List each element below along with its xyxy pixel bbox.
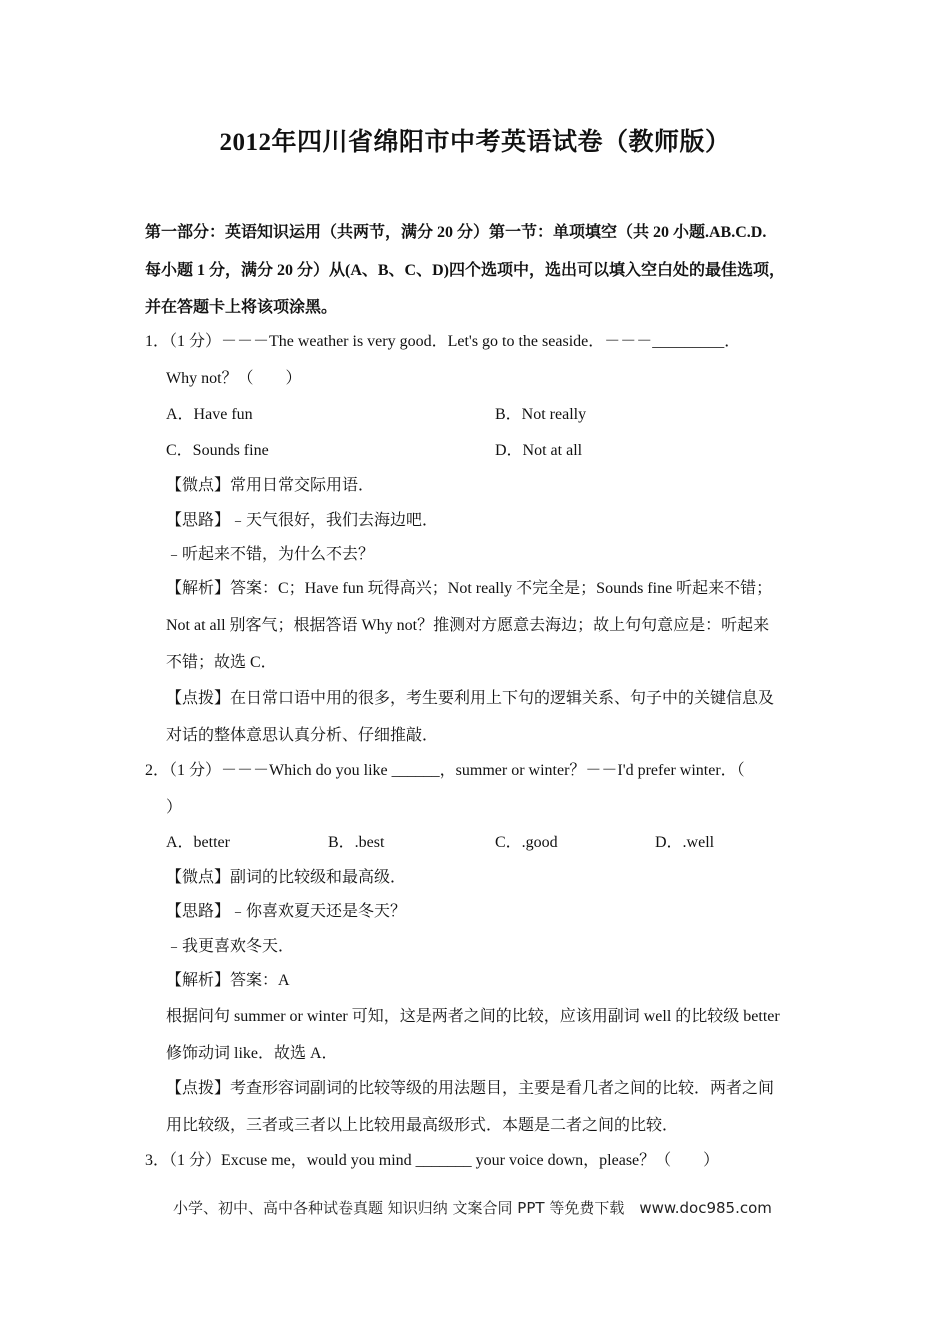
q1-dianbo-1: 【点拨】在日常口语中用的很多，考生要利用上下句的逻辑关系、句子中的关键信息及 bbox=[166, 690, 775, 707]
page-footer: 小学、初中、高中各种试卷真题 知识归纳 文案合同 PPT 等免费下载 www.doc985.com bbox=[173, 1199, 772, 1217]
q1-silu-1: 【思路】﹣天气很好，我们去海边吧． bbox=[166, 512, 439, 529]
q1-option-d: D．Not at all bbox=[495, 442, 583, 459]
q2-option-b: B．.best bbox=[328, 834, 385, 851]
section-header-line-1: 第一部分：英语知识运用（共两节，满分 20 分）第一节：单项填空（共 20 小题.AB.C.D. bbox=[145, 224, 767, 241]
section-header-line-2: 每小题 1 分，满分 20 分）从(A、B、C、D)四个选项中，选出可以填入空白处的最佳选项， bbox=[145, 262, 785, 279]
q2-stem: 2．（1 分）－－－Which do you like ______，summer or winter？－－I'd prefer winter．（ bbox=[145, 762, 745, 779]
q2-option-c: C．.good bbox=[495, 834, 558, 851]
q1-jiexi-1: 【解析】答案：C；Have fun 玩得高兴；Not really 不完全是；Sounds fine 听起来不错； bbox=[166, 580, 773, 597]
q2-option-a: A．better bbox=[166, 834, 230, 851]
q2-jiexi-1: 【解析】答案：A bbox=[166, 972, 290, 989]
q1-jiexi-2: Not at all 别客气；根据答语 Why not？推测对方愿意去海边；故上句句意应是：听起来 bbox=[166, 617, 770, 634]
q1-option-a: A．Have fun bbox=[166, 406, 253, 423]
q2-jiexi-2: 根据问句 summer or winter 可知，这是两者之间的比较，应该用副词 well 的比较级 better bbox=[166, 1008, 780, 1025]
q1-dianbo-2: 对话的整体意思认真分析、仔细推敲． bbox=[166, 727, 439, 744]
q2-dianbo-1: 【点拨】考查形容词副词的比较等级的用法题目，主要是看几者之间的比较．两者之间 bbox=[166, 1080, 775, 1097]
q1-silu-2: ﹣听起来不错，为什么不去？ bbox=[166, 546, 375, 563]
q2-silu-1: 【思路】﹣你喜欢夏天还是冬天？ bbox=[166, 903, 407, 920]
q1-jiexi-3: 不错；故选 C． bbox=[166, 654, 277, 671]
q2-option-d: D．.well bbox=[655, 834, 715, 851]
page-title: 2012年四川省绵阳市中考英语试卷（教师版） bbox=[219, 129, 731, 156]
q2-stem-cont: ） bbox=[166, 799, 183, 816]
q1-weidian: 【微点】常用日常交际用语． bbox=[166, 477, 375, 494]
q2-weidian: 【微点】副词的比较级和最高级． bbox=[166, 869, 407, 886]
q3-stem: 3．（1 分）Excuse me，would you mind _______ your voice down，please？（ ） bbox=[145, 1152, 720, 1169]
q2-silu-2: ﹣我更喜欢冬天． bbox=[166, 938, 295, 955]
q2-jiexi-3: 修饰动词 like．故选 A． bbox=[166, 1045, 338, 1062]
section-header-line-3: 并在答题卡上将该项涂黑。 bbox=[145, 299, 338, 316]
q1-option-b: B．Not really bbox=[495, 406, 587, 423]
q1-option-c: C．Sounds fine bbox=[166, 442, 269, 459]
q1-stem: 1．（1 分）－－－The weather is very good．Let's go to the seaside．－－－_________． bbox=[145, 333, 741, 350]
q1-stem-cont: Why not？（ ） bbox=[166, 370, 302, 387]
q2-dianbo-2: 用比较级，三者或三者以上比较用最高级形式．本题是二者之间的比较． bbox=[166, 1117, 679, 1134]
